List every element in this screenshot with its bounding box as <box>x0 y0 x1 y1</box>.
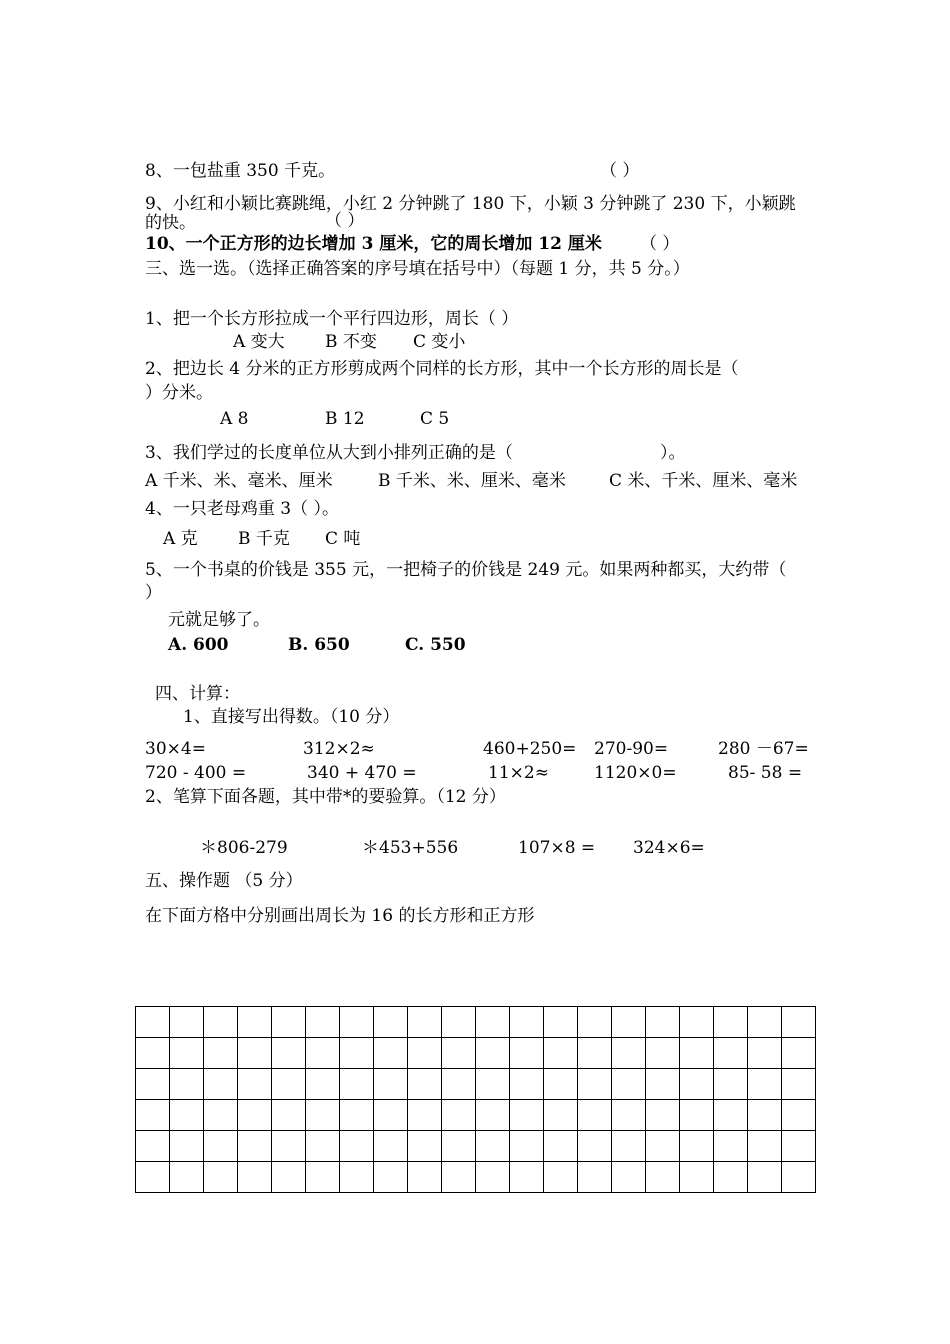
grid-cell <box>646 1131 680 1162</box>
tf-q9-line1: 9、小红和小颖比赛跳绳，小红 2 分钟跳了 180 下，小颖 3 分钟跳了 230 下，小颖跳 <box>145 194 796 214</box>
section5-title: 五、操作题 （5 分） <box>145 871 303 891</box>
grid-cell <box>272 1038 306 1069</box>
grid-cell <box>442 1069 476 1100</box>
section3-title: 三、选一选。（选择正确答案的序号填在括号中）（每题 1 分，共 5 分。） <box>145 259 690 279</box>
grid-cell <box>510 1069 544 1100</box>
s3-q5-option-b: B. 650 <box>288 635 350 655</box>
grid-cell <box>374 1007 408 1038</box>
written-calc-2: ＊453+556 <box>362 838 459 858</box>
s3-q2-line1: 2、把边长 4 分米的正方形剪成两个同样的长方形，其中一个长方形的周长是（ <box>145 359 739 379</box>
grid-cell <box>510 1131 544 1162</box>
s3-q1-option-c: C 变小 <box>413 332 466 352</box>
tf-q9-line2: 的快。 <box>145 213 196 233</box>
grid-cell <box>238 1131 272 1162</box>
grid-cell <box>646 1038 680 1069</box>
grid-cell <box>204 1038 238 1069</box>
grid-cell <box>544 1162 578 1193</box>
s3-q5-line1: 5、一个书桌的价钱是 355 元，一把椅子的价钱是 249 元。如果两种都买，大约带（ <box>145 560 787 580</box>
grid-cell <box>408 1069 442 1100</box>
grid-cell <box>442 1007 476 1038</box>
grid-cell <box>680 1162 714 1193</box>
calc-r1-c5: 280 －67= <box>718 739 809 759</box>
grid-cell <box>136 1007 170 1038</box>
s4-sub1: 1、直接写出得数。（10 分） <box>183 707 400 727</box>
grid-cell <box>442 1131 476 1162</box>
grid-cell <box>306 1069 340 1100</box>
section4-title: 四、计算： <box>155 684 240 704</box>
grid-cell <box>306 1131 340 1162</box>
grid-cell <box>612 1131 646 1162</box>
grid-cell <box>374 1131 408 1162</box>
grid-cell <box>544 1007 578 1038</box>
grid-cell <box>680 1069 714 1100</box>
grid-cell <box>204 1069 238 1100</box>
grid-cell <box>646 1100 680 1131</box>
calc-r2-c4: 1120×0= <box>594 763 677 783</box>
grid-cell <box>510 1038 544 1069</box>
grid-cell <box>714 1038 748 1069</box>
tf-q10-paren: （ ） <box>640 234 680 254</box>
grid-cell <box>204 1162 238 1193</box>
s3-q4-text: 4、一只老母鸡重 3（ ）。 <box>145 499 339 519</box>
drawing-grid <box>135 1006 816 1193</box>
grid-row <box>136 1007 816 1038</box>
tf-q8-text: 8、一包盐重 350 千克。 <box>145 161 336 181</box>
grid-cell <box>170 1007 204 1038</box>
grid-cell <box>646 1069 680 1100</box>
s3-q1-option-b: B 不变 <box>325 332 377 352</box>
grid-cell <box>544 1100 578 1131</box>
s3-q3-text: 3、我们学过的长度单位从大到小排列正确的是（ <box>145 443 513 463</box>
tf-q10-text: 10、一个正方形的边长增加 3 厘米，它的周长增加 12 厘米 <box>145 234 602 254</box>
grid-cell <box>748 1162 782 1193</box>
grid-cell <box>476 1131 510 1162</box>
grid-cell <box>272 1100 306 1131</box>
grid-cell <box>476 1069 510 1100</box>
grid-cell <box>680 1131 714 1162</box>
grid-row <box>136 1131 816 1162</box>
grid-cell <box>578 1038 612 1069</box>
s3-q3-option-b: B 千米、米、厘米、毫米 <box>378 471 566 491</box>
grid-cell <box>408 1100 442 1131</box>
grid-cell <box>374 1038 408 1069</box>
grid-cell <box>646 1162 680 1193</box>
grid-cell <box>170 1162 204 1193</box>
grid-cell <box>238 1038 272 1069</box>
grid-cell <box>340 1069 374 1100</box>
grid-cell <box>238 1162 272 1193</box>
calc-r1-c4: 270-90= <box>594 739 669 759</box>
s3-q5-option-a: A. 600 <box>168 635 229 655</box>
grid-row <box>136 1069 816 1100</box>
s3-q5-line3: 元就足够了。 <box>168 610 270 630</box>
grid-row <box>136 1100 816 1131</box>
s3-q2-option-c: C 5 <box>420 409 450 429</box>
grid-cell <box>272 1131 306 1162</box>
s3-q4-option-a: A 克 <box>163 529 198 549</box>
grid-cell <box>748 1100 782 1131</box>
grid-cell <box>408 1007 442 1038</box>
grid-row <box>136 1162 816 1193</box>
grid-cell <box>510 1162 544 1193</box>
grid-cell <box>680 1007 714 1038</box>
grid-cell <box>714 1069 748 1100</box>
calc-r1-c3: 460+250= <box>483 739 577 759</box>
grid-cell <box>544 1069 578 1100</box>
grid-cell <box>578 1007 612 1038</box>
grid-cell <box>204 1100 238 1131</box>
grid-cell <box>136 1162 170 1193</box>
grid-cell <box>714 1007 748 1038</box>
grid-cell <box>748 1038 782 1069</box>
grid-cell <box>612 1007 646 1038</box>
s3-q5-line2: ） <box>145 583 162 603</box>
grid-cell <box>272 1007 306 1038</box>
grid-cell <box>306 1007 340 1038</box>
grid-cell <box>544 1038 578 1069</box>
s3-q3-close: ）。 <box>660 443 686 463</box>
grid-cell <box>510 1007 544 1038</box>
calc-r2-c1: 720 - 400 = <box>145 763 247 783</box>
grid-cell <box>340 1007 374 1038</box>
grid-cell <box>136 1131 170 1162</box>
written-calc-4: 324×6= <box>633 838 705 858</box>
grid-cell <box>136 1038 170 1069</box>
grid-cell <box>340 1038 374 1069</box>
grid-cell <box>782 1162 816 1193</box>
s4-sub2: 2、笔算下面各题，其中带*的要验算。（12 分） <box>145 787 506 807</box>
grid-cell <box>374 1069 408 1100</box>
s3-q1-text: 1、把一个长方形拉成一个平行四边形，周长（ ） <box>145 309 519 329</box>
s3-q4-option-c: C 吨 <box>325 529 361 549</box>
s3-q5-option-c: C. 550 <box>405 635 466 655</box>
grid-cell <box>782 1069 816 1100</box>
s3-q2-option-b: B 12 <box>325 409 365 429</box>
grid-cell <box>476 1100 510 1131</box>
grid-cell <box>782 1038 816 1069</box>
grid-cell <box>408 1131 442 1162</box>
grid-cell <box>272 1069 306 1100</box>
grid-cell <box>408 1038 442 1069</box>
grid-cell <box>306 1162 340 1193</box>
grid-cell <box>136 1100 170 1131</box>
grid-cell <box>612 1162 646 1193</box>
grid-cell <box>476 1038 510 1069</box>
grid-cell <box>646 1007 680 1038</box>
grid-cell <box>340 1100 374 1131</box>
grid-row <box>136 1038 816 1069</box>
grid-cell <box>374 1100 408 1131</box>
grid-cell <box>782 1100 816 1131</box>
grid-cell <box>578 1131 612 1162</box>
grid-cell <box>748 1131 782 1162</box>
grid-cell <box>680 1038 714 1069</box>
grid-cell <box>442 1162 476 1193</box>
grid-cell <box>612 1038 646 1069</box>
grid-cell <box>170 1069 204 1100</box>
written-calc-3: 107×8 = <box>518 838 596 858</box>
tf-q8-paren: （ ） <box>600 161 640 181</box>
calc-r1-c2: 312×2≈ <box>303 739 375 759</box>
grid-cell <box>510 1100 544 1131</box>
grid-cell <box>340 1131 374 1162</box>
grid-cell <box>204 1007 238 1038</box>
grid-cell <box>680 1100 714 1131</box>
calc-r2-c3: 11×2≈ <box>488 763 549 783</box>
grid-cell <box>408 1162 442 1193</box>
calc-r2-c5: 85- 58 = <box>728 763 803 783</box>
s3-q1-option-a: A 变大 <box>233 332 285 352</box>
grid-cell <box>238 1007 272 1038</box>
grid-cell <box>782 1131 816 1162</box>
s5-task: 在下面方格中分别画出周长为 16 的长方形和正方形 <box>145 906 535 926</box>
grid-cell <box>714 1162 748 1193</box>
grid-cell <box>714 1131 748 1162</box>
grid-cell <box>238 1100 272 1131</box>
s3-q2-option-a: A 8 <box>220 409 249 429</box>
grid-cell <box>170 1131 204 1162</box>
grid-cell <box>170 1100 204 1131</box>
s3-q3-option-a: A 千米、米、毫米、厘米 <box>145 471 333 491</box>
tf-q9-paren: （ ） <box>325 211 365 231</box>
grid-cell <box>170 1038 204 1069</box>
grid-cell <box>340 1162 374 1193</box>
grid-cell <box>578 1100 612 1131</box>
grid-cell <box>204 1131 238 1162</box>
grid-cell <box>748 1007 782 1038</box>
grid-cell <box>476 1162 510 1193</box>
grid-cell <box>442 1038 476 1069</box>
grid-cell <box>782 1007 816 1038</box>
grid-cell <box>306 1100 340 1131</box>
grid-cell <box>578 1069 612 1100</box>
grid-cell <box>714 1100 748 1131</box>
grid-cell <box>306 1038 340 1069</box>
grid-cell <box>612 1100 646 1131</box>
grid-cell <box>272 1162 306 1193</box>
written-calc-1: ＊806-279 <box>200 838 288 858</box>
grid-cell <box>476 1007 510 1038</box>
grid-cell <box>612 1069 646 1100</box>
calc-r1-c1: 30×4= <box>145 739 206 759</box>
calc-r2-c2: 340 + 470 = <box>307 763 417 783</box>
grid-cell <box>442 1100 476 1131</box>
grid-cell <box>374 1162 408 1193</box>
grid-cell <box>136 1069 170 1100</box>
grid-cell <box>238 1069 272 1100</box>
grid-cell <box>544 1131 578 1162</box>
s3-q3-option-c: C 米、千米、厘米、毫米 <box>609 471 798 491</box>
grid-cell <box>748 1069 782 1100</box>
grid-cell <box>578 1162 612 1193</box>
s3-q4-option-b: B 千克 <box>238 529 290 549</box>
s3-q2-line2: ）分米。 <box>145 383 213 403</box>
